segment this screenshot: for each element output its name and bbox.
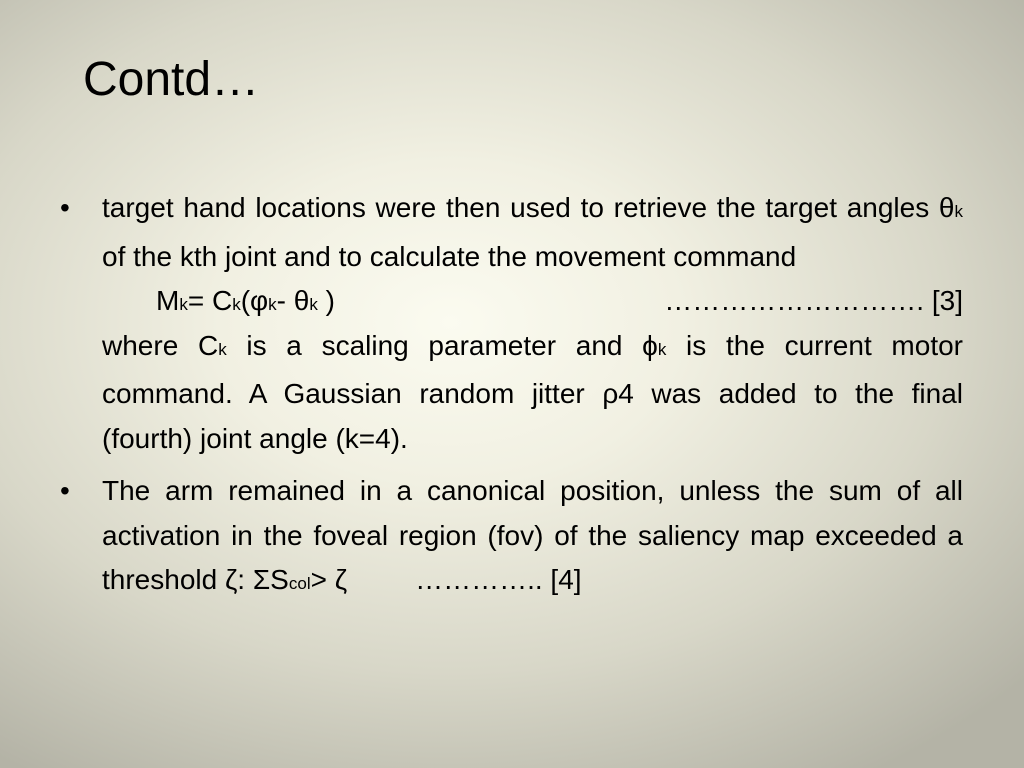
bullet-2-reference: ………….. [4] <box>415 564 582 595</box>
equation-theta: - θ <box>276 285 310 316</box>
equation-formula <box>156 279 335 328</box>
where-sub-1: k <box>218 339 227 359</box>
bullet-1-where-text <box>102 324 963 462</box>
equation-line <box>102 279 963 324</box>
bullet-2-text-b: > ζ <box>310 564 348 595</box>
equation-phi: (φ <box>240 285 269 316</box>
slide-content <box>60 186 963 607</box>
bullet-2-text <box>102 469 963 607</box>
equation-c: = C <box>187 285 233 316</box>
equation-reference: ………………………. [3] <box>664 285 963 316</box>
equation-c-sub: k <box>232 295 241 314</box>
equation-phi-sub: k <box>268 295 277 314</box>
bullet-icon: • <box>60 475 70 506</box>
bullet-1-text <box>102 186 963 279</box>
subscript-k: k <box>954 202 963 221</box>
where-text-a: where C <box>102 329 219 361</box>
where-text-b: is a scaling parameter and ϕ <box>226 329 658 361</box>
where-sub-2: k <box>657 339 667 359</box>
slide-title: Contd… <box>83 53 260 106</box>
equation-theta-sub: k <box>309 295 318 314</box>
equation-m: M <box>156 285 180 316</box>
bullet-icon: • <box>60 192 70 223</box>
equation-close: ) <box>317 285 335 316</box>
subscript-col: col <box>288 574 311 593</box>
bullet-1-text-a: target hand locations were then used to retrieve the target angles θ <box>102 192 955 223</box>
bullet-2-text-a: The arm remained in a canonical position, unless the sum of all activation in the foveal region (fov) of the saliency map exceeded a threshold ζ: ΣS <box>102 475 963 595</box>
bullet-item-1 <box>60 186 963 461</box>
where-text-c: is the current motor command. A Gaussian random jitter ρ4 was added to the final (fourth) joint angle (k=4). <box>102 329 963 454</box>
equation-m-sub: k <box>179 295 188 314</box>
bullet-item-2 <box>60 469 963 607</box>
bullet-1-text-b: of the kth joint and to calculate the movement command <box>102 240 797 272</box>
